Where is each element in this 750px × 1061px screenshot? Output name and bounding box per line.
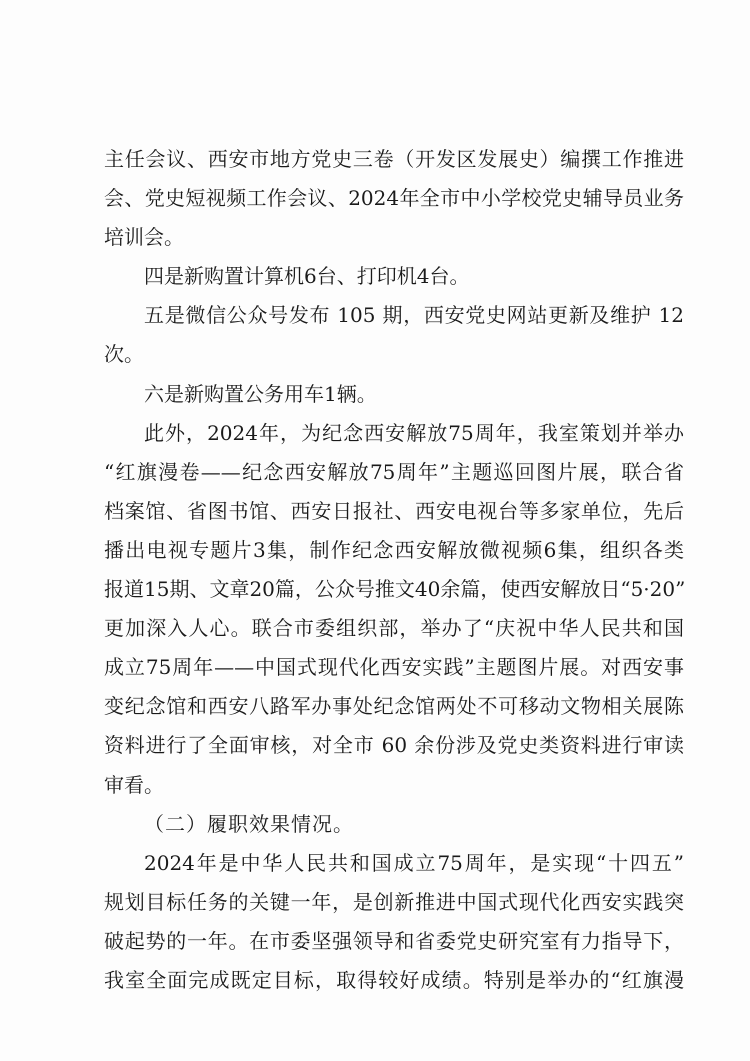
- text-line: 培训会。: [104, 225, 184, 250]
- text-line: 更加深入人心。联合市委组织部，举办了“庆祝中华人民共和国: [104, 616, 684, 641]
- text-line: 审看。: [104, 772, 164, 797]
- text-line: 资料进行了全面审核，对全市 60 余份涉及党史类资料进行审读: [104, 733, 684, 758]
- text-line: 六是新购置公务用车1辆。: [144, 381, 377, 406]
- text-line: 五是微信公众号发布 105 期，西安党史网站更新及维护 12: [144, 303, 684, 328]
- text-line: “红旗漫卷——纪念西安解放75周年”主题巡回图片展，联合省: [104, 459, 684, 484]
- text-line: 会、党史短视频工作会议、2024年全市中小学校党史辅导员业务: [104, 186, 684, 211]
- text-line: 成立75周年——中国式现代化西安实践”主题图片展。对西安事: [104, 655, 684, 680]
- section-heading: （二）履职效果情况。: [144, 811, 354, 836]
- text-line: 播出电视专题片3集，制作纪念西安解放微视频6集，组织各类: [104, 537, 684, 562]
- text-line: 次。: [104, 342, 144, 367]
- text-line: 四是新购置计算机6台、打印机4台。: [144, 264, 470, 289]
- text-line: 2024年是中华人民共和国成立75周年，是实现“十四五”: [144, 850, 684, 875]
- text-line: 档案馆、省图书馆、西安日报社、西安电视台等多家单位，先后: [104, 498, 684, 523]
- text-line: 规划目标任务的关键一年，是创新推进中国式现代化西安实践突: [104, 889, 684, 914]
- text-line: 变纪念馆和西安八路军办事处纪念馆两处不可移动文物相关展陈: [104, 694, 684, 719]
- body-text: [104, 140, 684, 1000]
- text-line: 我室全面完成既定目标，取得较好成绩。特别是举办的“红旗漫: [104, 967, 684, 992]
- text-line: 主任会议、西安市地方党史三卷（开发区发展史）编撰工作推进: [104, 147, 684, 171]
- text-line: 破起势的一年。在市委坚强领导和省委党史研究室有力指导下，: [104, 928, 684, 953]
- text-line: 此外，2024年，为纪念西安解放75周年，我室策划并举办: [144, 420, 684, 445]
- text-line: 报道15期、文章20篇，公众号推文40余篇，使西安解放日“5·20”: [104, 577, 686, 602]
